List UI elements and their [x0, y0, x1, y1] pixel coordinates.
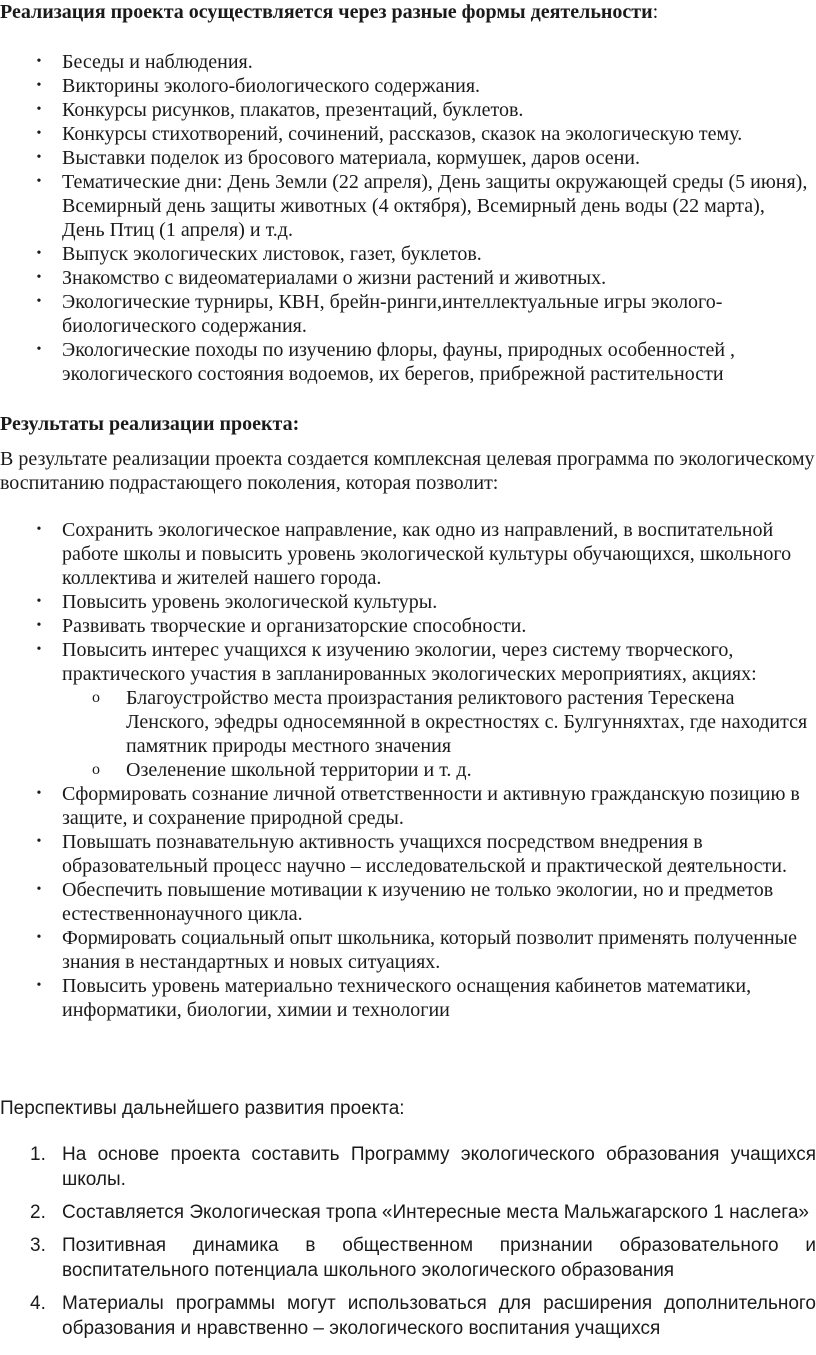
list-item-text: Конкурсы стихотворений, сочинений, рассказов, сказок на экологическую тему. — [62, 123, 743, 145]
list-item-text: Повысить уровень экологической культуры. — [62, 591, 438, 613]
numbered-item-text: Материалы программы могут использоваться для расширения дополнительного образования и нравственно – экологического воспитания учащихся — [62, 1293, 816, 1339]
list-item-text: Повышать познавательную активность учащихся посредством внедрения в образовательный процесс научно – исследовательской и практической деятельности. — [62, 831, 787, 877]
bullet-icon: • — [36, 618, 42, 633]
item-number: 1. — [30, 1144, 46, 1165]
list-item — [0, 782, 816, 830]
list-item-text: Повысить уровень материально технического оснащения кабинетов математики, информатики, биологии, химии и технологии — [62, 975, 752, 1021]
numbered-item — [0, 1200, 816, 1225]
list-item — [0, 926, 816, 974]
list-item — [0, 146, 816, 170]
item-number: 4. — [30, 1293, 46, 1314]
bullet-icon: • — [36, 834, 42, 849]
list-item-text: Сохранить экологическое направление, как одно из направлений, в воспитательной работе школы и повысить уровень экологической культуры обучающихся, школьного коллектива и жителей нашего города. — [62, 519, 792, 589]
bullet-icon: • — [36, 978, 42, 993]
bullet-icon: • — [36, 594, 42, 609]
numbered-item — [0, 1233, 816, 1283]
numbered-item-text: Позитивная динамика в общественном признании образовательного и воспитательного потенциала школьного экологического образования — [62, 1235, 816, 1281]
numbered-item-text: Составляется Экологическая тропа «Интересные места Мальжагарского 1 наслега» — [62, 1202, 809, 1223]
list-item — [0, 122, 816, 146]
list-item — [0, 242, 816, 266]
list-item — [0, 50, 816, 74]
bullet-icon: • — [36, 342, 42, 357]
sub-list-item-text: Благоустройство места произрастания реликтового растения Терескена Ленского, эфедры односемянной в окрестностях с. Булгунняхтах, где находится памятник природы местного значения — [126, 687, 808, 757]
list-item-text: Тематические дни: День Земли (22 апреля), День защиты окружающей среды (5 июня), Всемирный день защиты животных (4 октября), Всемирный день воды (22 марта), День Птиц (1 апреля) и т.д. — [62, 171, 808, 241]
results-heading: Результаты реализации проекта: — [0, 413, 300, 435]
perspectives-heading: Перспективы дальнейшего развития проекта: — [0, 1098, 405, 1119]
list-item-text: Сформировать сознание личной ответственности и активную гражданскую позицию в защите, и сохранение природной среды. — [62, 783, 800, 829]
perspectives-list — [0, 1142, 816, 1349]
bullet-icon: • — [36, 930, 42, 945]
list-item — [0, 878, 816, 926]
item-number: 2. — [30, 1202, 46, 1223]
sub-list-item — [62, 758, 812, 782]
list-item-text: Обеспечить повышение мотивации к изучению не только экологии, но и предметов естественнонаучного цикла. — [62, 879, 774, 925]
sub-list-item-text: Озеленение школьной территории и т. д. — [126, 759, 472, 781]
bullet-icon: • — [36, 54, 42, 69]
numbered-item-text: На основе проекта составить Программу экологического образования учащихся школы. — [62, 1144, 816, 1190]
list-item — [0, 170, 816, 242]
results-list — [0, 518, 816, 1022]
list-item — [0, 614, 816, 638]
list-item-text: Викторины эколого-биологического содержания. — [62, 75, 481, 97]
list-item-text: Конкурсы рисунков, плакатов, презентаций, буклетов. — [62, 99, 524, 121]
list-item — [0, 830, 816, 878]
list-item — [0, 290, 816, 338]
results-sublist — [62, 686, 812, 782]
sub-bullet-icon: o — [92, 689, 100, 706]
sub-bullet-icon: o — [92, 761, 100, 778]
forms-heading-bold: Реализация проекта осуществляется через разные формы деятельности — [0, 1, 653, 23]
bullet-icon: • — [36, 294, 42, 309]
bullet-icon: • — [36, 126, 42, 141]
bullet-icon: • — [36, 642, 42, 657]
list-item-text: Выставки поделок из бросового материала, кормушек, даров осени. — [62, 147, 640, 169]
results-intro: В результате реализации проекта создается комплексная целевая программа по экологическому воспитанию подрастающего поколения, которая позволит: — [0, 448, 815, 494]
list-item-text: Формировать социальный опыт школьника, который позволит применять полученные знания в нестандартных и новых ситуациях. — [62, 927, 797, 973]
sub-list-item — [62, 686, 812, 758]
list-item — [0, 98, 816, 122]
bullet-icon: • — [36, 882, 42, 897]
bullet-icon: • — [36, 522, 42, 537]
item-number: 3. — [30, 1235, 46, 1256]
list-item-text: Беседы и наблюдения. — [62, 51, 253, 73]
numbered-item — [0, 1291, 816, 1341]
list-item — [0, 590, 816, 614]
list-item — [0, 518, 816, 590]
list-item — [0, 974, 816, 1022]
bullet-icon: • — [36, 270, 42, 285]
list-item-text: Повысить интерес учащихся к изучению экологии, через систему творческого, практического участия в запланированных экологических мероприятиях, акциях: — [62, 639, 757, 685]
bullet-icon: • — [36, 174, 42, 189]
list-item-text: Выпуск экологических листовок, газет, буклетов. — [62, 243, 482, 265]
list-item-text: Развивать творческие и организаторские способности. — [62, 615, 527, 637]
list-item — [0, 266, 816, 290]
list-item-text: Экологические турниры, КВН, брейн-ринги,интеллектуальные игры эколого-биологического содержания. — [62, 291, 723, 337]
bullet-icon: • — [36, 150, 42, 165]
list-item-text: Экологические походы по изучению флоры, фауны, природных особенностей , экологического состояния водоемов, их берегов, прибрежной растительности — [62, 339, 736, 385]
list-item — [0, 638, 816, 782]
forms-list — [0, 50, 816, 386]
list-item — [0, 74, 816, 98]
bullet-icon: • — [36, 246, 42, 261]
forms-heading — [0, 0, 816, 24]
bullet-icon: • — [36, 102, 42, 117]
numbered-item — [0, 1142, 816, 1192]
forms-heading-colon: : — [652, 1, 659, 23]
bullet-icon: • — [36, 78, 42, 93]
list-item — [0, 338, 816, 386]
bullet-icon: • — [36, 786, 42, 801]
list-item-text: Знакомство с видеоматериалами о жизни растений и животных. — [62, 267, 607, 289]
